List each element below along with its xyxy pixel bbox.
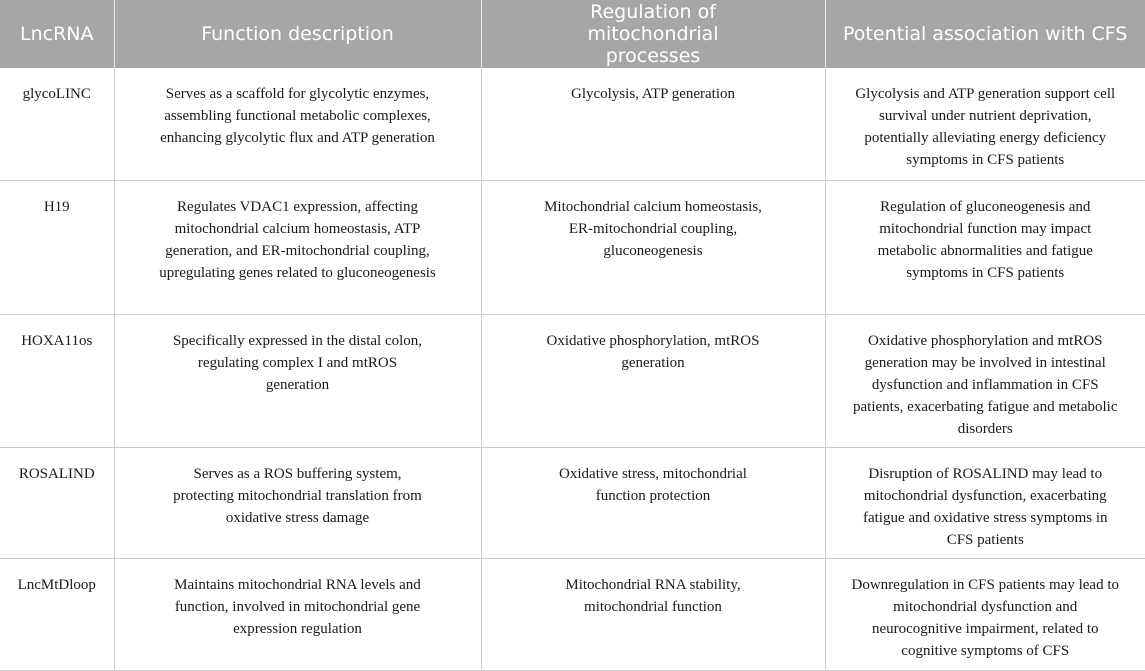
function-cell [114, 314, 481, 447]
association-cell [825, 314, 1145, 447]
table-row [0, 314, 1145, 447]
header-function-description: Function description [114, 0, 481, 68]
association-cell [825, 180, 1145, 314]
association-cell [825, 68, 1145, 180]
table-row [0, 558, 1145, 670]
lncrna-cell: ROSALIND [0, 447, 114, 558]
regulation-text: Mitochondrial calcium homeostasis, ER-mitochondrial coupling, gluconeogenesis [544, 198, 762, 259]
function-cell [114, 558, 481, 670]
association-cell [825, 447, 1145, 558]
function-text: Regulates VDAC1 expression, affecting mitochondrial calcium homeostasis, ATP generation, and ER-mitochondrial coupling, upregulating genes related to gluconeogenesis [159, 198, 436, 281]
regulation-cell [481, 68, 825, 180]
association-text: Disruption of ROSALIND may lead to mitochondrial dysfunction, exacerbating fatigue and oxidative stress symptoms in CFS patients [862, 465, 1108, 548]
header-row [0, 0, 1145, 68]
regulation-text: Mitochondrial RNA stability, mitochondrial function [565, 576, 741, 615]
function-text: Specifically expressed in the distal colon, regulating complex I and mtROS generation [172, 332, 423, 393]
lncrna-cell: HOXA11os [0, 314, 114, 447]
association-text: Regulation of gluconeogenesis and mitochondrial function may impact metabolic abnormalities and fatigue symptoms in CFS patients [877, 198, 1093, 281]
regulation-cell [481, 447, 825, 558]
regulation-cell [481, 558, 825, 670]
regulation-text: Glycolysis, ATP generation [570, 86, 735, 102]
lncrna-cell: LncMtDloop [0, 558, 114, 670]
function-cell [114, 180, 481, 314]
lncrna-cell: glycoLINC [0, 68, 114, 180]
regulation-cell [481, 180, 825, 314]
header-lncrna: LncRNA [0, 0, 114, 68]
table-row [0, 447, 1145, 558]
function-text: Serves as a ROS buffering system, protecting mitochondrial translation from oxidative stress damage [173, 465, 422, 526]
header-association: Potential association with CFS [825, 0, 1145, 68]
header-regulation [481, 0, 825, 68]
association-text: Glycolysis and ATP generation support cell survival under nutrient deprivation, potentially alleviating energy deficiency symptoms in CFS patients [855, 86, 1116, 168]
table-row [0, 180, 1145, 314]
regulation-cell [481, 314, 825, 447]
function-text: Serves as a scaffold for glycolytic enzymes, assembling functional metabolic complexes, enhancing glycolytic flux and ATP generation [160, 86, 435, 146]
function-cell [114, 68, 481, 180]
header-regulation-text: Regulation of mitochondrial processes [587, 1, 719, 67]
function-cell [114, 447, 481, 558]
lncrna-cell: H19 [0, 180, 114, 314]
association-text: Downregulation in CFS patients may lead to mitochondrial dysfunction and neurocognitive impairment, related to cognitive symptoms of CFS [851, 576, 1119, 659]
association-cell [825, 558, 1145, 670]
table-row [0, 68, 1145, 180]
function-text: Maintains mitochondrial RNA levels and function, involved in mitochondrial gene expression regulation [174, 576, 421, 637]
regulation-text: Oxidative stress, mitochondrial function protection [559, 465, 747, 504]
regulation-text: Oxidative phosphorylation, mtROS generation [546, 332, 760, 371]
association-text: Oxidative phosphorylation and mtROS generation may be involved in intestinal dysfunction and inflammation in CFS patients, exacerbating fatigue and metabolic disorders [853, 332, 1118, 437]
